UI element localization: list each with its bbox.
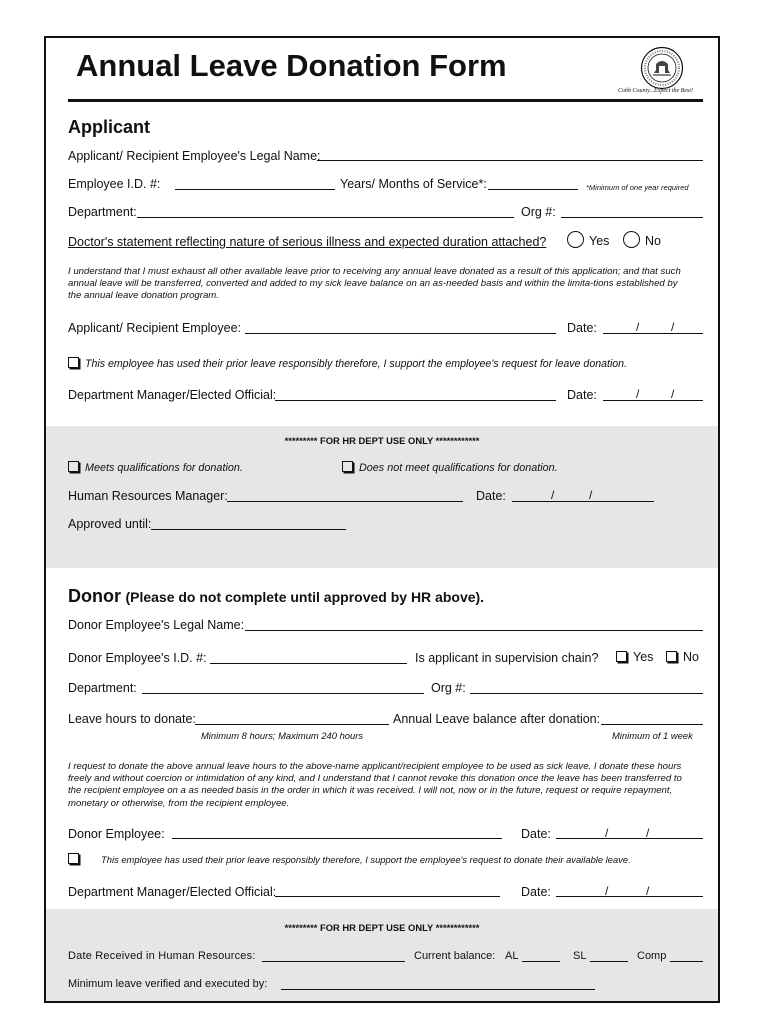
balance-note: Minimum of 1 week: [612, 730, 693, 741]
not-meets-checkbox-icon[interactable]: [342, 461, 353, 472]
leave-balance-field[interactable]: [601, 724, 703, 725]
donor-dept-manager-date-field[interactable]: [556, 896, 703, 897]
doctor-no-label: No: [645, 234, 661, 248]
donor-heading-note: (Please do not complete until approved by HR above).: [125, 589, 485, 605]
leave-hours-field[interactable]: [195, 724, 389, 725]
sl-field[interactable]: [590, 961, 628, 962]
donor-department-field[interactable]: [142, 693, 424, 694]
applicant-signature-field[interactable]: [245, 333, 556, 334]
applicant-signature-label: Applicant/ Recipient Employee:: [68, 321, 242, 335]
comp-field[interactable]: [670, 961, 703, 962]
doctor-yes-label: Yes: [589, 234, 610, 248]
donor-heading: Donor (Please do not complete until approved by HR above).: [68, 586, 485, 606]
donor-id-label: Donor Employee's I.D. #:: [68, 651, 207, 665]
applicant-legal-name-field[interactable]: [317, 160, 703, 161]
leave-verified-field[interactable]: [281, 989, 595, 990]
applicant-date-field[interactable]: [603, 333, 703, 334]
employee-id-field[interactable]: [175, 189, 335, 190]
current-balance-label: Current balance:: [414, 950, 496, 962]
support-checkbox-icon[interactable]: [68, 357, 79, 368]
form-page: Annual Leave Donation Form Cobb County...Expect the Best! Applicant Applicant/ Recipient Employee's Legal Name: Employee I.D. #: Years/ Months of Service*: *Minimum of one year required Department: Org #: Doctor's statement reflecting nature of serious illness and expected duration attached? Yes No I understand that I must exhaust all other available leave prior to receiving any annual leave donated as a result of this application; and that such annual leave will be transferred, converted and added to my sick leave balance on an as-needed basis and within the limita-tions established by the annual leave donation program. Applicant/ Recipient Employee: Date: / / This employee has used their prior leave responsibly therefore, I support the employee's request for leave donation. Department Manager/Elected Official: Date: / / ********* FOR HR DEPT USE ONLY ************ Meets qualifications for donation. Does not meet qualifications for donation. Human Resources Manager: Date: / / Approved until: Donor (Please do not complete until approved by HR above). Donor Employee's Legal Name: Donor Employee's I.D. #: Is applicant in supervision chain? Yes No Department: Org #: Leave hours to donate: Annual Leave balance after donation: Minimum 8 hours; Maximum 240 hours Minimum of 1 week I request to donate the above annual leave hours to the above-name applicant/recipient employee to be used as sick leave. I donate these hours freely and without coercion or intimidation of any kind, and I understand that I cannot revoke this donation once the leave has been transferred to the recipient employee on a as needed basis in the order in which it was received. I will not, now or in the future, request or require repayment, monetary or otherwise, from the recipient employee. Donor Employee: Date: / / This employee has used their prior leave responsibly therefore, I support the employee's request to donate their available leave. Department Manager/Elected Official: Date: / / ********* FOR HR DEPT USE ONLY ************ Date Received in Human Resources: Current balance: AL SL Comp Minimum leave verified and executed by:: [44, 36, 720, 1003]
radio-yes-icon[interactable]: [567, 231, 584, 248]
applicant-understanding-text: I understand that I must exhaust all other available leave prior to receiving any annual leave donated as a result of this application; and that such annual leave will be transferred, converted and added to my sick leave balance on an as-needed basis and within the limita-tions established by the annual leave donation program.: [68, 266, 681, 302]
date-received-label: Date Received in Human Resources:: [68, 950, 256, 962]
hr-manager-label: Human Resources Manager:: [68, 489, 228, 503]
dept-manager-date-label: Date:: [567, 388, 597, 402]
approved-until-field[interactable]: [151, 529, 346, 530]
department-field[interactable]: [137, 217, 514, 218]
approved-until-label: Approved until:: [68, 517, 152, 531]
years-service-label: Years/ Months of Service*:: [340, 177, 487, 191]
hr-date-field[interactable]: [512, 501, 654, 502]
hours-note: Minimum 8 hours; Maximum 240 hours: [201, 730, 364, 741]
org-label: Org #:: [521, 205, 556, 219]
logo-tagline: Cobb County...Expect the Best!: [618, 88, 693, 94]
donor-dept-manager-field[interactable]: [275, 896, 500, 897]
applicant-date-label: Date:: [567, 321, 597, 335]
radio-no-icon[interactable]: [623, 231, 640, 248]
comp-label: Comp: [637, 950, 667, 962]
al-field[interactable]: [522, 961, 560, 962]
supervision-yes-checkbox-icon[interactable]: [616, 651, 627, 662]
doctor-statement-question: Doctor's statement reflecting nature of serious illness and expected duration attached?: [68, 235, 547, 249]
donor-id-field[interactable]: [210, 663, 407, 664]
donor-org-label: Org #:: [431, 681, 466, 695]
donor-dept-manager-date-label: Date:: [521, 885, 551, 899]
supervision-yes-option[interactable]: Yes: [616, 650, 653, 664]
applicant-legal-name-label: Applicant/ Recipient Employee's Legal Name:: [68, 149, 321, 163]
donor-department-label: Department:: [68, 681, 137, 695]
dept-manager-date-field[interactable]: [603, 400, 703, 401]
title-rule: [68, 99, 703, 102]
min-year-note: *Minimum of one year required: [586, 183, 689, 192]
al-label: AL: [505, 950, 519, 962]
donor-request-text: I request to donate the above annual leave hours to the above-name applicant/recipient employee to be used as sick leave. I donate these hours freely and without coercion or intimidation of any kind, and I understand that I cannot revoke this donation once the leave has been transferred to the recipient employee on a as needed basis in the order in which it was received. I will not, now or in the future, request or require repayment, monetary or otherwise, from the recipient employee.: [68, 761, 682, 809]
leave-verified-label: Minimum leave verified and executed by:: [68, 978, 268, 990]
donor-date-field[interactable]: [556, 838, 703, 839]
department-label: Department:: [68, 205, 137, 219]
donor-org-field[interactable]: [470, 693, 703, 694]
leave-balance-label: Annual Leave balance after donation:: [393, 712, 601, 726]
years-service-field[interactable]: [488, 189, 578, 190]
date-separator-1: /: [636, 320, 640, 334]
donor-signature-field[interactable]: [172, 838, 502, 839]
hr-manager-field[interactable]: [227, 501, 463, 502]
donor-legal-name-field[interactable]: [245, 630, 703, 631]
meets-checkbox-icon[interactable]: [68, 461, 79, 472]
dept-manager-field[interactable]: [275, 400, 556, 401]
date-received-field[interactable]: [262, 961, 405, 962]
date-separator-2: /: [671, 320, 675, 334]
meets-qualifications-option[interactable]: Meets qualifications for donation.: [68, 461, 243, 474]
hr-date-label: Date:: [476, 489, 506, 503]
applicant-support-statement: This employee has used their prior leave responsibly therefore, I support the employee's request for leave donation.: [68, 357, 627, 370]
donor-date-label: Date:: [521, 827, 551, 841]
county-seal-logo: [640, 46, 684, 90]
form-title: Annual Leave Donation Form: [76, 48, 507, 83]
doctor-yes-option[interactable]: [567, 231, 609, 248]
hr-section-1-title: ********* FOR HR DEPT USE ONLY ************: [284, 435, 480, 446]
leave-hours-label: Leave hours to donate:: [68, 712, 196, 726]
supervision-chain-label: Is applicant in supervision chain?: [415, 651, 599, 665]
donor-support-statement: This employee has used their prior leave responsibly therefore, I support the employee's request to donate their available leave.: [68, 853, 631, 865]
donor-signature-label: Donor Employee:: [68, 827, 165, 841]
doctor-no-option[interactable]: [623, 231, 661, 248]
supervision-no-option[interactable]: No: [666, 650, 699, 664]
dept-manager-label: Department Manager/Elected Official:: [68, 388, 277, 402]
sl-label: SL: [573, 950, 587, 962]
donor-dept-manager-label: Department Manager/Elected Official:: [68, 885, 277, 899]
hr-section-2-title: ********* FOR HR DEPT USE ONLY ************: [284, 922, 480, 933]
org-field[interactable]: [561, 217, 703, 218]
applicant-heading: Applicant: [68, 117, 151, 137]
supervision-no-checkbox-icon[interactable]: [666, 651, 677, 662]
employee-id-label: Employee I.D. #:: [68, 177, 161, 191]
not-meets-qualifications-option[interactable]: Does not meet qualifications for donation.: [342, 461, 558, 474]
donor-support-checkbox-icon[interactable]: [68, 853, 79, 864]
donor-legal-name-label: Donor Employee's Legal Name:: [68, 618, 245, 632]
